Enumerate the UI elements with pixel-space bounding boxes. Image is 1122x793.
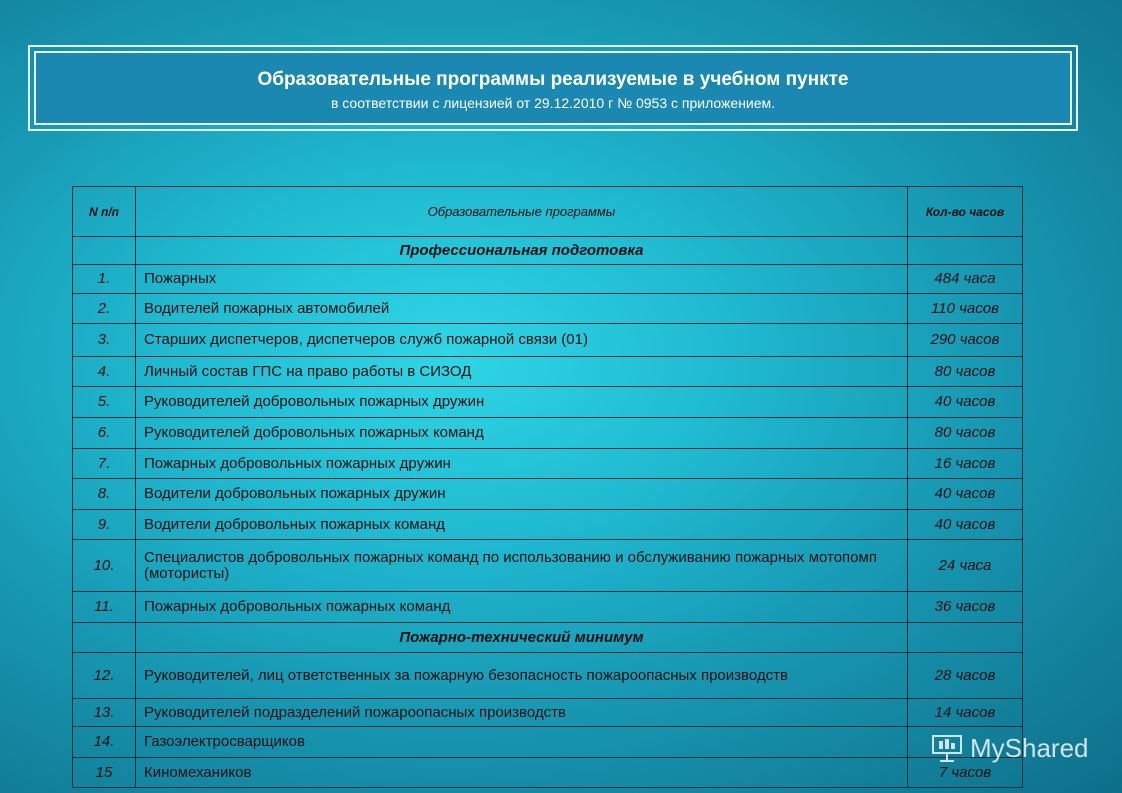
row-hours: 28 часов	[908, 653, 1023, 699]
row-hours: 290 часов	[908, 324, 1023, 357]
row-program: Руководителей подразделений пожароопасных производств	[136, 699, 908, 727]
title-banner	[28, 45, 1078, 131]
row-program: Водители добровольных пожарных команд	[136, 510, 908, 540]
page-subtitle: в соответствии с лицензией от 29.12.2010 г № 0953 с приложением.	[330, 95, 776, 111]
row-hours: 40 часов	[908, 510, 1023, 540]
table-row	[73, 510, 1023, 540]
table-header-row	[73, 187, 1023, 237]
section-row	[73, 237, 1023, 265]
table-row	[73, 387, 1023, 418]
row-hours: 80 часов	[908, 418, 1023, 449]
watermark	[930, 728, 1110, 768]
table-row	[73, 357, 1023, 387]
row-num: 13.	[73, 699, 136, 727]
row-program: Старших диспетчеров, диспетчеров служб пожарной связи (01)	[136, 324, 908, 357]
table-row	[73, 294, 1023, 324]
table-row	[73, 592, 1023, 623]
table-row	[73, 479, 1023, 510]
row-program: Водители добровольных пожарных дружин	[136, 479, 908, 510]
row-num: 12.	[73, 653, 136, 699]
row-hours: 7 часов	[908, 758, 1023, 788]
table-row	[73, 324, 1023, 357]
projector-screen-icon	[930, 733, 964, 763]
row-num: 5.	[73, 387, 136, 418]
table-row	[73, 540, 1023, 592]
row-program: Руководителей добровольных пожарных дружин	[136, 387, 908, 418]
row-program: Пожарных добровольных пожарных дружин	[136, 449, 908, 479]
row-hours: 110 часов	[908, 294, 1023, 324]
row-program: Газоэлектросварщиков	[136, 727, 908, 758]
row-num: 7.	[73, 449, 136, 479]
title-inner	[34, 51, 1072, 125]
section-row	[73, 623, 1023, 653]
header-num: N п/п	[73, 187, 136, 237]
row-program: Пожарных	[136, 265, 908, 294]
section-title: Пожарно-технический минимум	[136, 623, 908, 653]
section-title: Профессиональная подготовка	[136, 237, 908, 265]
row-num: 6.	[73, 418, 136, 449]
table-row	[73, 727, 1023, 758]
header-hours: Кол-во часов	[908, 187, 1023, 237]
row-program: Киномехаников	[136, 758, 908, 788]
table-row	[73, 758, 1023, 788]
row-program: Руководителей, лиц ответственных за пожарную безопасность пожароопасных производств	[136, 653, 908, 699]
row-num: 11.	[73, 592, 136, 623]
row-hours: 14 часов	[908, 699, 1023, 727]
row-num: 4.	[73, 357, 136, 387]
row-hours: 16 часов	[908, 449, 1023, 479]
row-hours: 80 часов	[908, 357, 1023, 387]
programs-table	[72, 186, 1023, 788]
row-num: 8.	[73, 479, 136, 510]
table-row	[73, 418, 1023, 449]
row-hours: 36 часов	[908, 592, 1023, 623]
row-hours: 24 часа	[908, 540, 1023, 592]
table-row	[73, 699, 1023, 727]
row-program: Личный состав ГПС на право работы в СИЗОД	[136, 357, 908, 387]
page-title: Образовательные программы реализуемые в учебном пункте	[257, 69, 849, 90]
watermark-text: MyShared	[970, 732, 1089, 763]
row-hours: 484 часа	[908, 265, 1023, 294]
row-num: 3.	[73, 324, 136, 357]
row-num: 10.	[73, 540, 136, 592]
row-program: Руководителей добровольных пожарных команд	[136, 418, 908, 449]
table-row	[73, 265, 1023, 294]
table-row	[73, 653, 1023, 699]
row-hours: 40 часов	[908, 479, 1023, 510]
row-num: 14.	[73, 727, 136, 758]
row-program: Пожарных добровольных пожарных команд	[136, 592, 908, 623]
row-num: 1.	[73, 265, 136, 294]
row-num: 2.	[73, 294, 136, 324]
row-program: Водителей пожарных автомобилей	[136, 294, 908, 324]
row-num: 9.	[73, 510, 136, 540]
row-num: 15	[73, 758, 136, 788]
table-row	[73, 449, 1023, 479]
row-program: Специалистов добровольных пожарных команд по использованию и обслуживанию пожарных мотопомп (мотористы)	[136, 540, 908, 592]
row-hours: 40 часов	[908, 387, 1023, 418]
header-program: Образовательные программы	[136, 187, 908, 237]
